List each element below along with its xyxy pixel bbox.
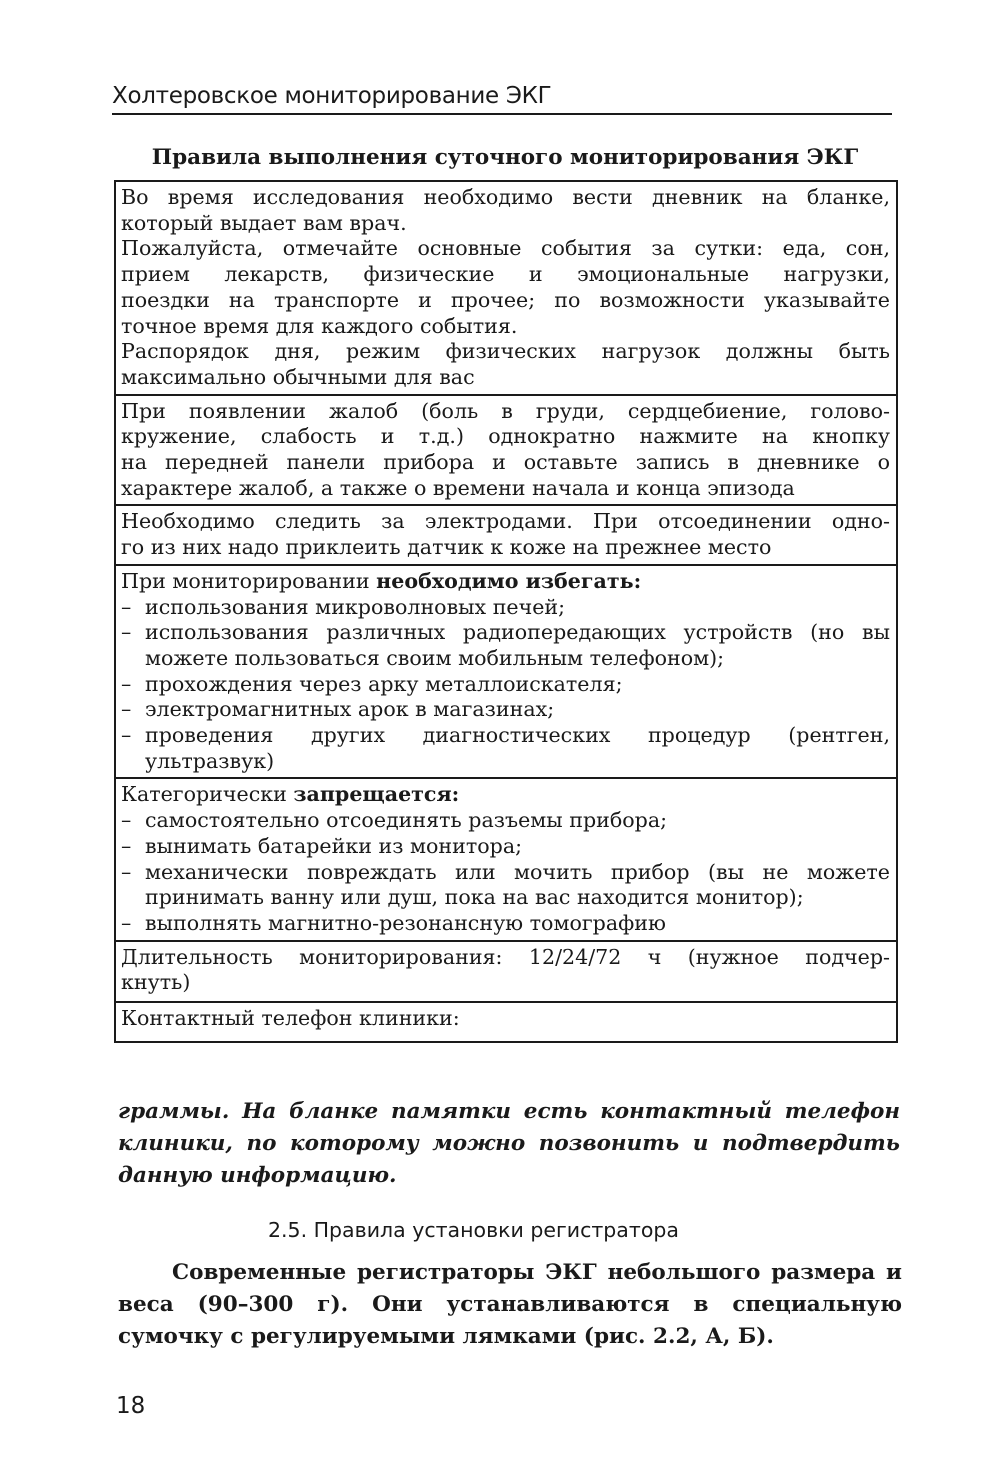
complaints-line: При появлении жалоб (боль в груди, сердцебиение, голово- <box>121 398 890 423</box>
forbidden-item: – вынимать батарейки из монитора; <box>121 834 890 860</box>
diary-line: Во время исследования необходимо вести дневник на бланке, <box>121 185 890 209</box>
table-title: Правила выполнения суточного мониторирования ЭКГ <box>151 145 859 170</box>
avoid-intro-bold: необходимо избегать: <box>376 568 642 593</box>
table-cell-complaints <box>115 395 897 506</box>
avoid-list <box>121 595 890 775</box>
duration-line: кнуть) <box>121 970 191 995</box>
phone-label: Контактный телефон клиники: <box>121 1005 460 1030</box>
table-row-phone <box>115 1002 897 1042</box>
forbidden-item: – механически повреждать или мочить прибор (вы не можете принимать ванну или душ, пока на вас находится монитор); <box>121 860 890 911</box>
table-cell-phone <box>115 1002 897 1042</box>
diary-line: Распорядок дня, режим физических нагрузок должны быть <box>121 339 890 364</box>
forbidden-item: – самостоятельно отсоединять разъемы прибора; <box>121 808 890 834</box>
section-heading: 2.5. Правила установки регистратора <box>268 1218 679 1242</box>
rules-table <box>114 180 898 1043</box>
diary-line: поездки на транспорте и прочее; по возможности указывайте <box>121 287 890 312</box>
table-cell-duration <box>115 941 897 1002</box>
table-row-duration <box>115 941 897 1002</box>
diary-line: прием лекарств, физические и эмоциональные нагрузки, <box>121 262 890 287</box>
table-row-diary <box>115 181 897 395</box>
table-row-electrodes <box>115 505 897 564</box>
electrodes-line: Необходимо следить за электродами. При отсоединении одно- <box>121 509 890 534</box>
complaints-line: характере жалоб, а также о времени начала и конца эпизода <box>121 475 795 500</box>
forbidden-intro-bold: запрещается: <box>293 782 460 807</box>
avoid-intro-text: При мониторировании <box>121 568 377 593</box>
diary-line: Пожалуйста, отмечайте основные события за сутки: еда, сон, <box>121 236 890 261</box>
duration-line: Длительность мониторирования: 12/24/72 ч (нужное подчер- <box>121 944 890 969</box>
forbidden-intro-text: Категорически <box>121 782 294 807</box>
running-header: Холтеровское мониторирование ЭКГ <box>112 83 892 115</box>
diary-line: точное время для каждого события. <box>121 313 518 338</box>
table-cell-diary <box>115 181 897 395</box>
table-cell-electrodes <box>115 505 897 564</box>
table-row-complaints <box>115 395 897 506</box>
italic-paragraph: граммы. На бланке памятки есть контактный телефон клиники, по которому можно позвонить и подтвердить данную информацию. <box>118 1099 900 1188</box>
avoid-item: – прохождения через арку металлоискателя; <box>121 672 890 698</box>
body-paragraph: Современные регистраторы ЭКГ небольшого размера и веса (90–300 г). Они устанавливаются в специальную сумочку с регулируемыми лямками (рис. 2.2, А, Б). <box>118 1260 902 1349</box>
table-cell-avoid <box>115 565 897 779</box>
table-row-forbidden <box>115 778 897 940</box>
page-number: 18 <box>116 1393 146 1419</box>
complaints-line: кружение, слабость и т.д.) однократно нажмите на кнопку <box>121 424 890 449</box>
forbidden-intro <box>121 782 890 808</box>
table-row-avoid <box>115 565 897 779</box>
avoid-intro <box>121 569 890 595</box>
forbidden-list <box>121 808 890 937</box>
avoid-item: – использования различных радиопередающих устройств (но вы можете пользоваться своим мобильным телефоном); <box>121 620 890 671</box>
avoid-item: – электромагнитных арок в магазинах; <box>121 697 890 723</box>
complaints-line: на передней панели прибора и оставьте запись в дневнике о <box>121 450 890 475</box>
diary-line: максимально обычными для вас <box>121 364 475 389</box>
forbidden-item: – выполнять магнитно-резонансную томографию <box>121 911 890 937</box>
avoid-item: – проведения других диагностических процедур (рентген, ультразвук) <box>121 723 890 774</box>
electrodes-line: го из них надо приклеить датчик к коже на прежнее место <box>121 535 772 560</box>
table-cell-forbidden <box>115 778 897 940</box>
avoid-item: – использования микроволновых печей; <box>121 595 890 621</box>
diary-line: который выдает вам врач. <box>121 210 407 235</box>
